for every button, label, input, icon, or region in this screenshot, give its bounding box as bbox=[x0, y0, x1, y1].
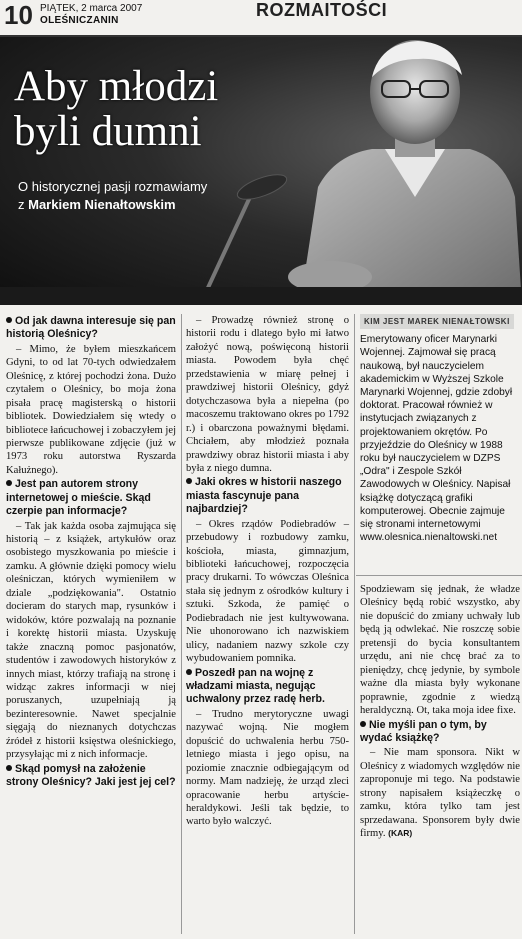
subheadline bbox=[18, 178, 318, 214]
answer-paragraph: – Okres rządów Podiebradów – przebudowy i rozbudowy zamku, kościoła, miasta, gimnazjum, biblioteki łańcuchowej, rozpoczęcia pracy drukarni. To wówczas Oleśnica stała się jednym z ośrodków kultury i sztuki. Szkoda, że pamięć o Podiebradach nie jest kultywowana. Nie uhonorowano ich nazwiskiem ulicy, nadaniem nazwy szkole czy wybudowaniem pomnika. bbox=[186, 518, 349, 665]
bullet-icon bbox=[360, 721, 366, 727]
article-column-2 bbox=[186, 314, 349, 829]
answer-paragraph: – Trudno merytoryczne uwagi nazywać wojną. Nie mogłem dopuścić do uchwalenia herbu 750-letniego miasta i jego opisu, na poziomie znacznie odbiegającym od normy. Mam nadzieję, że urząd zleci opracowanie herbu artyście-heraldykowi. Jeśli tak będzie, to warto było walczyć. bbox=[186, 708, 349, 828]
bullet-icon bbox=[186, 669, 192, 675]
column-divider bbox=[354, 314, 355, 934]
interview-question bbox=[6, 763, 176, 790]
subheadline-line-2 bbox=[18, 196, 318, 214]
newspaper-name: OLEŚNICZANIN bbox=[40, 15, 119, 26]
headline-line-1: Aby młodzi bbox=[14, 63, 219, 110]
question-text: Nie myśli pan o tym, by wydać książkę? bbox=[360, 718, 487, 744]
interview-question bbox=[360, 719, 520, 746]
issue-date: PIĄTEK, 2 marca 2007 bbox=[40, 3, 143, 14]
author-signature: (KAR) bbox=[388, 828, 413, 839]
bio-text: Emerytowany oficer Marynarki Wojennej. Zajmował się pracą naukową, był nauczycielem akademickim w Wyższej Szkole Marynarki Wojennej, gdzie zdobył doktorat. Pracował również w instytucjach związanych z projektowaniem okrętów. Po przyjeździe do Oleśnicy w 1988 roku był nauczycielem w DZPS „Odra" i Zespole Szkół Zawodowych w Oleśnicy. Napisał książkę dotyczącą grafiki komputerowej. Obecnie zajmuje się stronami internetowymi www.olesnica.nienaltowski.net bbox=[360, 334, 513, 544]
sidebar-divider bbox=[356, 575, 522, 576]
answer-paragraph: – Nie mam sponsora. Nikt w Oleśnicy z wiadomych względów nie zaproponuje mi tego. Na podstawie strony napisałem książeczkę o zamku, która tylko tam jest sprzedawana. Sponsorem były dwie firmy. (KAR) bbox=[360, 747, 520, 840]
interview-question bbox=[6, 315, 176, 342]
question-text: Jest pan autorem strony internetowej o mieście. Skąd czerpie pan informacje? bbox=[6, 478, 151, 518]
headline bbox=[14, 64, 314, 154]
subheadline-prefix: z bbox=[18, 197, 29, 212]
answer-paragraph: – Tak jak każda osoba zajmująca się historią – z książek, artykułów oraz osobistego myszkowania po mieście i zamku. A głównie dzięki pomocy wielu oleśniczan, których wymieniłem w dziale „podziękowania". Ostatnio docieram do starych map, rysunków i widoków, które pozwalają na poznanie i korektę historii miasta. Uzyskuję także znaczną pomoc pasjonatów, studentów i zawodowych historyków z innych miast, którzy trafiają na stronę i widząc zakres informacji w niej poruszanych, uzupełniają ją bezinteresownie. Nawet specjalnie sięgają do nieznanych dotychczas źródeł z historii księstwa oleśnickiego, przysyłając mi z nich informacje. bbox=[6, 520, 176, 761]
interview-question bbox=[186, 667, 349, 707]
bullet-icon bbox=[6, 765, 12, 771]
page-number: 10 bbox=[4, 0, 33, 30]
answer-paragraph: Spodziewam się jednak, że władze Oleśnicy będą robić wszystko, aby nie dopuścić do zmiany uchwały lub będą ją odwlekać. Nie roszczę sobie pretensji do bycia konsultantem urzędu, ani nie chcę brać za to pieniędzy, chcę jedynie, by symbole ważne dla miasta były wykonane poprawnie, zgodnie z wiedzą heraldyczną. Ot, taka moja idee fixe. bbox=[360, 584, 520, 717]
bio-label: KIM JEST MAREK NIENAŁTOWSKI bbox=[360, 314, 514, 329]
bio-sidebar bbox=[360, 314, 520, 544]
question-text: Od jak dawna interesuje się pan historią Oleśnicy? bbox=[6, 315, 176, 341]
bullet-icon bbox=[6, 480, 12, 486]
answer-paragraph: – Mimo, że byłem mieszkańcem Gdyni, to od lat 70-tych odwiedzałem Oleśnicę, z której pochodzi żona. Dużo czytałem o Oleśnicy, bo moja żona pisała pracę magisterską o historii bibliotek. Dowiedziałem się wtedy o bibliotece łańcuchowej i zobaczyłem jej pierwsze publikowane zdjęcie (już w 1973 roku autorstwa Ryszarda Kałużnego). bbox=[6, 343, 177, 476]
headline-line-2: byli dumni bbox=[14, 108, 202, 155]
question-text: Poszedł pan na wojnę z władzami miasta, negując uchwalony przez radę herb. bbox=[186, 666, 325, 706]
bullet-icon bbox=[6, 317, 12, 323]
subheadline-line-1: O historycznej pasji rozmawiamy bbox=[18, 179, 208, 194]
article-column-3 bbox=[360, 583, 520, 841]
interviewee-name: Markiem Nienałtowskim bbox=[28, 197, 176, 212]
column-divider bbox=[181, 314, 182, 934]
section-title: ROZMAITOŚCI bbox=[256, 0, 388, 20]
interview-question bbox=[186, 476, 349, 516]
bullet-icon bbox=[186, 478, 192, 484]
article-column-1 bbox=[6, 314, 176, 791]
answer-paragraph: – Prowadzę również stronę o historii rodu i dlatego było mi łatwo założyć nową, poświęconą historii miasta. Powodem była chęć przedstawienia w miarę pełnej i prawdziwej historii Oleśnicy, gdyż dotychczasowa była a niepełna (po macoszemu traktowano okres po 1792 r.) i obarczona poważnymi błędami. Chciałem, aby młodzież poznała prawdziwy obraz historii miasta i aby była z niego dumna. bbox=[186, 315, 349, 474]
question-text: Jaki okres w historii naszego miasta fascynuje pana najbardziej? bbox=[186, 476, 342, 516]
interview-question bbox=[6, 478, 176, 518]
question-text: Skąd pomysł na założenie strony Oleśnicy? Jaki jest jej cel? bbox=[6, 762, 176, 789]
